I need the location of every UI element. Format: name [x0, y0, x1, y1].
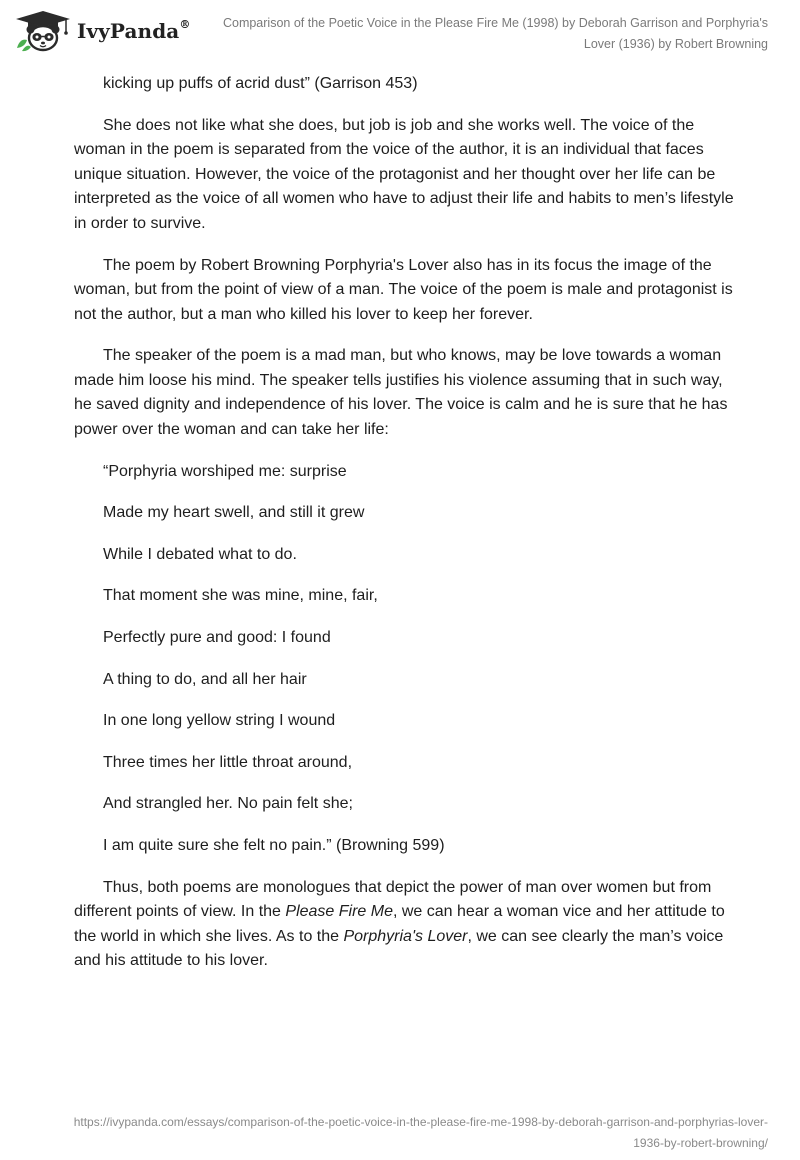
- source-url-line-1: https://ivypanda.com/essays/comparison-of-the-poetic-voice-in-the-please-fire-me-1998-by-deborah-garrison-and-porphyrias-lover-: [73, 1115, 768, 1129]
- source-url-line-2: 1936-by-robert-browning/: [633, 1136, 768, 1150]
- document-title-line-2: Lover (1936) by Robert Browning: [583, 37, 768, 51]
- essay-body: [74, 72, 734, 991]
- poem-title-please-fire-me: Please Fire Me: [285, 903, 393, 921]
- brand-name: IvyPanda®: [77, 18, 191, 43]
- paragraph-browning-intro: The poem by Robert Browning Porphyria's Lover also has in its focus the image of the woman, but from the point of view of a man. The voice of the poem is male and protagonist is not the author, but a man who killed his lover to keep her forever.: [74, 256, 733, 323]
- document-title: [208, 13, 768, 55]
- paragraph-protagonist-voice: She does not like what she does, but job is job and she works well. The voice of the woman in the poem is separated from the voice of the author, it is an individual that faces unique situation. However, the voice of the protagonist and her thought over her life can be interpreted as the voice of all women who have to adjust their life and habits to men’s lifestyle in order to survive.: [74, 116, 734, 232]
- paragraph-speaker: The speaker of the poem is a mad man, but who knows, may be love towards a woman made him loose his mind. The speaker tells justifies his violence assuming that in such way, he saved dignity and independence of his lover. The voice is calm and he is sure that he has power over the woman and can take her life:: [74, 347, 728, 438]
- verse-line: “Porphyria worshiped me: surprise: [103, 462, 347, 480]
- verse-line: Three times her little throat around,: [103, 753, 353, 771]
- paragraph-conclusion: Thus, both poems are monologues that depict the power of man over women but from different points of view. In the Please Fire Me, we can hear a woman vice and her attitude to the world in which she lives. As to the Porphyria's Lover, we can see clearly the man’s voice and his attitude to his lover.: [74, 878, 725, 970]
- verse-line: Made my heart swell, and still it grew: [103, 504, 365, 522]
- verse-line: In one long yellow string I wound: [103, 712, 336, 730]
- poem-title-porphyrias-lover: Porphyria's Lover: [343, 927, 468, 945]
- page-header: [0, 0, 800, 60]
- ivypanda-logo[interactable]: [14, 10, 204, 52]
- registered-mark: ®: [179, 18, 191, 32]
- verse-line: A thing to do, and all her hair: [103, 670, 307, 688]
- source-url[interactable]: [28, 1112, 768, 1154]
- verse-line: Perfectly pure and good: I found: [103, 629, 331, 647]
- quote-continuation: kicking up puffs of acrid dust” (Garrison 453): [103, 75, 418, 92]
- document-title-line-1: Comparison of the Poetic Voice in the Please Fire Me (1998) by Deborah Garrison and Porphyria's: [222, 16, 768, 30]
- verse-line: And strangled her. No pain felt she;: [103, 795, 353, 813]
- verse-line: I am quite sure she felt no pain.” (Browning 599): [103, 837, 445, 855]
- verse-line: While I debated what to do.: [103, 545, 297, 563]
- verse-line: That moment she was mine, mine, fair,: [103, 587, 378, 605]
- panda-graduate-icon: [14, 10, 72, 52]
